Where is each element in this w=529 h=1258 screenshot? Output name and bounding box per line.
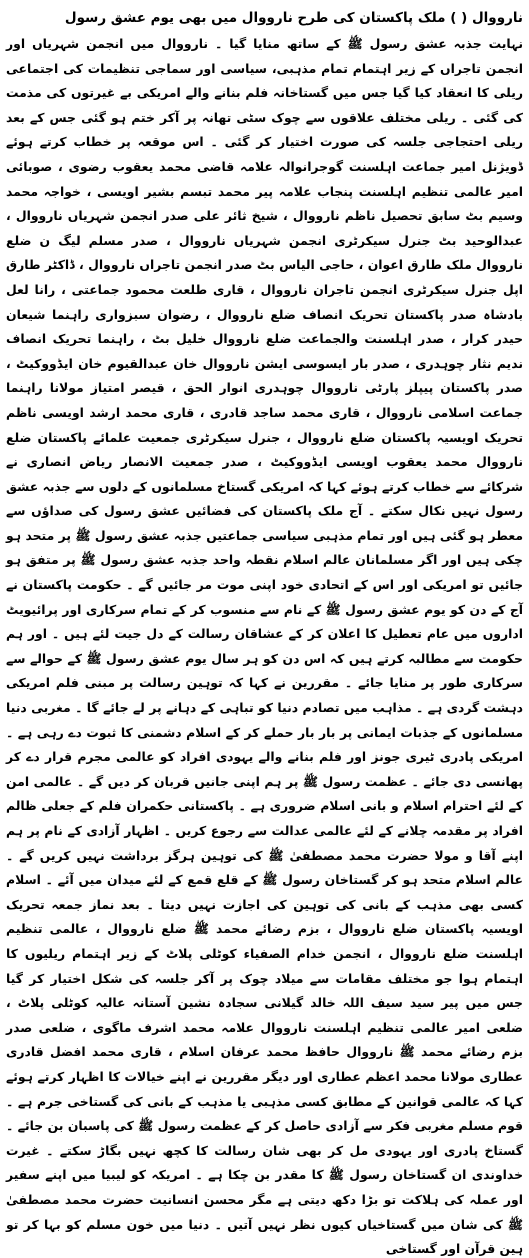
article-headline: نارووال ( ) ملک پاکستان کی طرح نارووال میں بھی یوم عشق رسول bbox=[64, 10, 523, 26]
article-body: نہایت جذبہ عشق رسول ﷺ کے ساتھ منایا گیا ۔ نارووال میں انجمن شہریاں اور انجمن تاجراں کے زیر اہتمام تمام مذہبی، سیاسی اور سماجی تنظیمات کی اجتماعی ریلی کا انعقاد کیا گیا جس میں گستاخانہ فلم بنانے والے امریکی بے غیرتوں کی مذمت کی گئی ۔ ریلی مختلف علاقوں سے چوک سٹی تھانہ پر آکر ختم ہو گئی جس کے بعد ریلی احتجاجی جلسہ کی صورت اختیار کر گئی ۔ اس موقعہ پر خطاب کرتے ہوئے ڈویژنل امیر جماعت اہلسنت گوجرانوالہ علامہ قاضی محمد یعقوب رضوی ، صوبائی امیر عالمی تنظیم اہلسنت پنجاب علامہ پیر محمد تبسم بشیر اویسی ، خواجہ محمد وسیم بٹ سابق تحصیل ناظم نارووال ، شیخ ثائر علی صدر انجمن شہریاں نارووال ، عبدالوحید بٹ جنرل سیکرٹری انجمن شہریاں نارووال ، صدر مسلم لیگ ن ضلع نارووال ملک طارق اعوان ، حاجی الیاس بٹ صدر انجمن تاجراں نارووال ، ڈاکٹر طارق اپل جنرل سیکرٹری انجمن تاجران نارووال ، قاری طلعت محمود جماعتی ، رانا لعل بادشاہ صدر پاکستان تحریک انصاف ضلع نارووال ، رضوان سبزواری راہنما شیعان حیدر کرار ، صدر اہلسنت والجماعت ضلع نارووال خلیل بٹ ، راہنما تحریک انصاف ندیم نثار چوہدری ، صدر بار ایسوسی ایشن نارووال خان عبدالقیوم خان ایڈووکیٹ ، صدر پاکستان پیپلز پارٹی نارووال چوہدری انوار الحق ، قیصر امتیاز مولانا راہنما جماعت اسلامی نارووال ، قاری محمد ساجد قادری ، قاری محمد ارشد اویسی ناظم تحریک اویسیہ پاکستان ضلع نارووال ، جنرل سیکرٹری جمعیت علمائے پاکستان ضلع نارووال محمد یعقوب اویسی ایڈووکیٹ ، صدر جمعیت الانصار ریاض انصاری نے شرکائے سے خطاب کرتے ہوئے کہا کہ امریکی گستاخ مسلمانوں کے دلوں سے جذبہ عشق رسول نہیں نکال سکتے ۔ آج ملک پاکستان کی فضائیں عشق رسول کی صداؤں سے معطر ہو گئی ہیں اور تمام مذہبی سیاسی جماعتیں جذبہ عشق رسول ﷺ پر متحد ہو چکی ہیں اور اگر مسلمانان عالم اسلام نقطہ واحد جذبہ عشق رسول ﷺ پر متفق ہو جائیں تو امریکی اور اس کے اتحادی خود اپنی موت مر جائیں گے ۔ حکومت پاکستان نے آج کے دن کو یوم عشق رسول ﷺ کے نام سے منسوب کر کے تمام سرکاری اور پرائیویٹ اداروں میں عام تعطیل کا اعلان کر کے عشاقان رسالت کے دل جیت لئے ہیں ۔ اور ہم حکومت سے مطالبہ کرتے ہیں کہ اس دن کو ہر سال یوم عشق رسول ﷺ کے حوالے سے سرکاری طور پر منایا جائے ۔ مقررین نے کہا کہ توہین رسالت پر مبنی فلم امریکی دہشت گردی ہے ۔ مذاہب میں تصادم دنیا کو تباہی کے دہانے پر لے جائے گا ۔ مغربی دنیا مسلمانوں کے جذبات ایمانی پر بار بار حملے کر کے اسلام دشمنی کا ثبوت دے رہی ہے ۔ امریکی پادری ٹیری جونز اور فلم بنانے والے یہودی افراد کو عالمی مجرم قرار دے کر پھانسی دی جائے ۔ عظمت رسول ﷺ پر ہم اپنی جانیں قربان کر دیں گے ۔ عالمی امن کے لئے احترام اسلام و بانی اسلام ضروری ہے ۔ پاکستانی حکمران فلم کے جعلی ظالم افراد پر مقدمہ چلانے کے لئے عالمی عدالت سے رجوع کریں ۔ اظہار آزادی کے نام پر ہم اپنے آقا و مولا حضرت محمد مصطفیٰ ﷺ کی توہین ہرگز برداشت نہیں کریں گے ۔ عالم اسلام متحد ہو کر گستاخان رسول ﷺ کے قلع قمع کے لئے میدان میں آئے ۔ اسلام کسی بھی مذہب کے بانی کی توہین کی اجازت نہیں دیتا ۔ بعد نماز جمعہ تحریک اویسیہ پاکستان ضلع نارووال ، بزم رضائے محمد ﷺ ضلع نارووال ، عالمی تنظیم اہلسنت ضلع نارووال ، انجمن خدام الصفیاء کوٹلی پلاٹ کے زیر اہتمام ریلیوں کا اہتمام ہوا جو مختلف مقامات سے میلاد چوک پر آکر جلسہ کی شکل اختیار کر گیا جس میں پیر سید سیف اللہ خالد گیلانی سجادہ نشین آستانہ عالیہ کوٹلی پلاٹ ، ضلعی امیر عالمی تنظیم اہلسنت نارووال علامہ محمد اشرف ماگوی ، ضلعی صدر بزم رضائے محمد ﷺ نارووال حافظ محمد عرفان اسلام ، قاری محمد افضل قادری عطاری مولانا محمد اعظم عطاری اور دیگر مقررین نے اپنے خیالات کا اظہار کرتے ہوئے کہا کہ عالمی قوانین کے مطابق کسی مذہبی یا مذہب کے بانی کی گستاخی جرم ہے ۔ قوم مسلم مغربی فکر سے آزادی حاصل کر کے عظمت رسول ﷺ کی پاسبان بن جائے ۔ گستاخ پادری اور یہودی مل کر بھی شان رسالت کا کچھ نہیں بگاڑ سکتے ۔ غیرت خداوندی ان گستاخان رسول ﷺ کا مقدر بن چکا ہے ۔ امریکہ کو لیبیا میں اپنے سفیر اور عملہ کی ہلاکت تو بڑا دکھ دیتی ہے مگر محسن انسانیت حضرت محمد مصطفیٰ ﷺ کی شان میں گستاخیاں کیوں نظر نہیں آتیں ۔ دنیا میں خون مسلم کو بہا کر تو ہین قرآن اور گستاخی bbox=[6, 36, 523, 1257]
